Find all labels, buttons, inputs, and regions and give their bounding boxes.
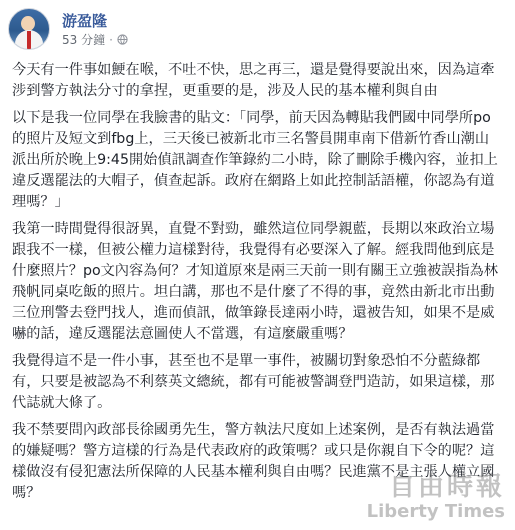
watermark-en: Liberty Times bbox=[366, 501, 505, 522]
post-paragraph: 我覺得這不是一件小事，甚至也不是單一事件，被關切對象恐怕不分藍綠都有，只要是被認為不利蔡英文總統，都有可能被警調登門造訪，如果這樣，那代誌就大條了。 bbox=[12, 353, 495, 411]
separator-dot: · bbox=[109, 32, 113, 47]
watermark-cn: 自由時報 bbox=[388, 472, 505, 502]
author-name[interactable]: 游盈隆 bbox=[62, 11, 108, 30]
avatar-stripe-shape bbox=[27, 31, 31, 49]
post-body bbox=[12, 60, 502, 510]
avatar-head-shape bbox=[21, 16, 35, 31]
post-meta bbox=[62, 12, 128, 47]
avatar[interactable] bbox=[8, 8, 50, 50]
post-subline bbox=[62, 33, 128, 47]
post-paragraph: 我第一時間覺得很訝異，直覺不對勁，雖然這位同學親藍，長期以來政治立場跟我不一樣，但被公權力這樣對待，我覺得有必要深入了解。經我問他到底是什麼照片？po文內容為何？才知道原來是兩三天前一則有關王立強被誤指為林飛帆同桌吃飯的照片。坦白講，那也不是什麼了不得的事，竟然由新北市出動三位刑警去登門找人，進而偵訊，做筆錄長達兩小時，還被告知，如果不是威嚇的話，違反選罷法意圖使人不當選，有這麼嚴重嗎？ bbox=[12, 221, 498, 342]
post-timestamp[interactable]: 53 分鐘 bbox=[62, 32, 106, 47]
post-header bbox=[8, 6, 128, 52]
post-paragraph: 以下是我一位同學在我臉書的貼文：「同學，前天因為轉貼我們國中同學所po的照片及短文到fbg上，三天後已被新北市三名警員開車南下借新竹香山潮山派出所於晚上9:45開始偵訊調查作筆錄約二小時，除了刪除手機內容，並扣上違反選罷法的大帽子，偵查起訴。政府在網路上如此控制話語權，你認為有道理嗎？」 bbox=[12, 110, 498, 210]
post-paragraph: 我不禁要問內政部長徐國勇先生，警方執法尺度如上述案例，是否有執法過當的嫌疑嗎？警方這樣的行為是代表政府的政策嗎？或只是你親自下令的呢？這樣做沒有侵犯憲法所保障的人民基本權利與自由嗎？民進黨不是主張人權立國嗎？ bbox=[12, 422, 495, 501]
post-paragraph: 今天有一件事如鯁在喉，不吐不快，思之再三，還是覺得要說出來，因為這牽涉到警方執法分寸的拿捏，更重要的是，涉及人民的基本權利與自由 bbox=[12, 62, 495, 99]
globe-icon[interactable] bbox=[117, 34, 128, 45]
